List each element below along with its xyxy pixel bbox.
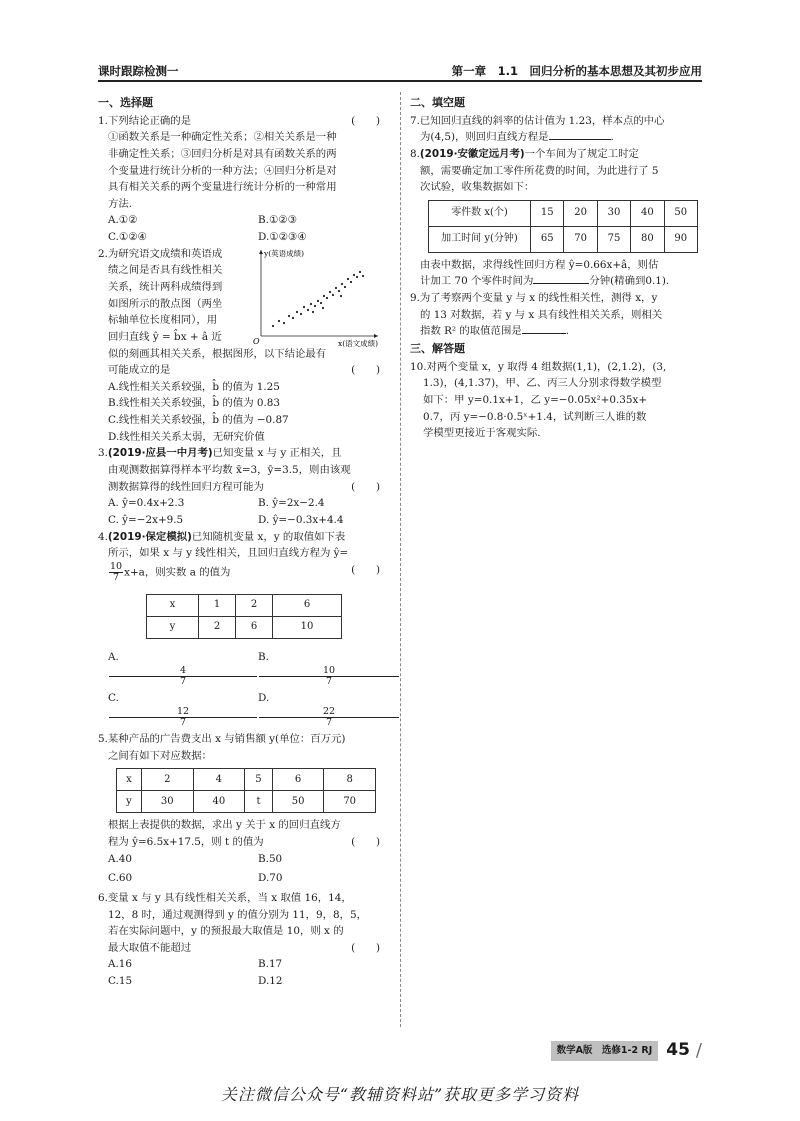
table-cell: x bbox=[117, 769, 142, 791]
answer-blank bbox=[549, 129, 611, 140]
table-cell: 65 bbox=[531, 226, 564, 252]
q3-option-c: C. ŷ=−2x+9.5 bbox=[108, 513, 184, 526]
scatter-point bbox=[288, 315, 290, 317]
scatter-point bbox=[347, 278, 349, 280]
q8-num: 8. bbox=[410, 147, 420, 160]
question-6 bbox=[98, 890, 390, 990]
scatter-point bbox=[350, 281, 352, 283]
scatter-point bbox=[317, 300, 319, 302]
q1-line: 方法. bbox=[108, 197, 133, 210]
question-9: 9.为了考察两个变量 y 与 x 的线性相关性，测得 x，y 的 13 对数据，若 y 与 x 具有线性相关关系，则相关 指数 R² 的取值范围是 . bbox=[410, 290, 702, 340]
answer-paren: ( ) bbox=[351, 364, 380, 377]
table-cell: 加工时间 y(分钟) bbox=[429, 226, 531, 252]
answer-paren: ( ) bbox=[351, 941, 380, 954]
table-row bbox=[117, 769, 376, 791]
table-cell: 5 bbox=[245, 769, 273, 791]
bottom-note: 关注微信公众号“教辅资料站”获取更多学习资料 bbox=[220, 1085, 580, 1104]
table-cell: 50 bbox=[272, 791, 324, 813]
answer-blank bbox=[522, 323, 566, 334]
scatter-plot-svg bbox=[253, 246, 383, 348]
q8-line: 额，需要确定加工零件所花费的时间，为此进行了 5 bbox=[420, 164, 659, 177]
plot-ylabel: y(英语成绩) bbox=[264, 248, 305, 258]
q2-line: 关系，统计两科成绩得到 bbox=[108, 281, 223, 293]
table-row bbox=[147, 616, 342, 638]
q4-option-b: B. 10 7 bbox=[258, 649, 400, 687]
q4-line: 所示，如果 x 与 y 线性相关，且回归直线方程为 ŷ= bbox=[108, 547, 349, 560]
page-header bbox=[98, 60, 702, 82]
question-8: 8.(2019·安徽定远月考)一个车间为了规定工时定 额，需要确定加工零件所花费的时间，为此进行了 5 次试验，收集数据如下： 零件数 x(个) 15 20 30 40 50 加工时间 y(分钟) 65 70 75 80 90 由表中数据，求得线性回归方程 ŷ=0.66x+â，则估 计加工 70 个零件时间为 分钟(精确到0.1). bbox=[410, 146, 702, 290]
q8-line: 一个车间为了规定工时定 bbox=[524, 147, 639, 160]
q2-line: 似的刻画其相关关系，根据图形，以下结论最有 bbox=[108, 347, 327, 360]
scatter-point bbox=[322, 307, 324, 309]
table-cell: 10 bbox=[273, 616, 342, 638]
table-cell: 2 bbox=[236, 594, 273, 616]
table-row bbox=[147, 594, 342, 616]
q9-line: 的 13 对数据，若 y 与 x 具有线性相关关系，则相关 bbox=[420, 308, 663, 321]
q4-num: 4. bbox=[98, 530, 108, 543]
table-cell: 75 bbox=[597, 226, 630, 252]
q3-num: 3. bbox=[98, 447, 108, 460]
q5-line: 5.某种产品的广告费支出 x 与销售额 y(单位：百万元) bbox=[98, 733, 346, 746]
column-divider bbox=[400, 92, 401, 1027]
scatter-point bbox=[332, 294, 334, 296]
table-cell: y bbox=[147, 616, 199, 638]
table-cell: 零件数 x(个) bbox=[429, 200, 531, 226]
q2-option-a: A.线性相关关系较强，b̂ 的值为 1.25 bbox=[108, 380, 280, 393]
q3-option-d: D. ŷ=−0.3x+4.4 bbox=[258, 513, 344, 526]
q2-line: 绩之间是否具有线性相关 bbox=[108, 264, 223, 277]
question-4 bbox=[98, 529, 390, 728]
table-cell: 70 bbox=[564, 226, 597, 252]
section-answer-title: 三、解答题 bbox=[410, 342, 465, 355]
scatter-point bbox=[353, 274, 355, 276]
plot-origin: O bbox=[253, 336, 260, 346]
table-row bbox=[429, 226, 698, 252]
q10-line: 0.7，丙 y=−0.8·0.5ˣ+1.4，试判断三人谁的数 bbox=[423, 410, 647, 423]
q1-option-c: C.①②④ bbox=[108, 231, 147, 244]
q2-option-c: C.线性相关关系较强，b̂ 的值为 −0.87 bbox=[108, 414, 289, 427]
q6-line: 最大取值不能超过 bbox=[108, 941, 192, 954]
q2-option-b: B.线性相关关系较强，b̂ 的值为 0.83 bbox=[108, 397, 281, 410]
q4-option-a: A. 4 7 bbox=[108, 649, 258, 687]
q3-option-b: B. ŷ=2x−2.4 bbox=[258, 497, 325, 510]
q5-line: 根据上表提供的数据，求出 y 关于 x 的回归直线方 bbox=[108, 819, 341, 832]
scatter-point bbox=[292, 317, 294, 319]
answer-paren: ( ) bbox=[351, 563, 380, 576]
q3-line: 已知变量 x 与 y 正相关，且 bbox=[212, 447, 342, 460]
scatter-point bbox=[329, 291, 331, 293]
q4-option-c: C. 12 7 bbox=[108, 690, 258, 728]
scatter-point bbox=[323, 295, 325, 297]
table-cell: 6 bbox=[273, 594, 342, 616]
table-cell: 30 bbox=[141, 791, 193, 813]
scatter-point bbox=[341, 283, 343, 285]
question-10 bbox=[410, 359, 702, 442]
scatter-plot bbox=[253, 246, 383, 354]
footer-slash: / bbox=[695, 1039, 702, 1061]
question-5 bbox=[98, 731, 390, 887]
q7-line: 为(4,5)，则回归直线方程是 bbox=[420, 131, 549, 144]
answer-paren: ( ) bbox=[351, 114, 380, 127]
table-cell: 2 bbox=[199, 616, 236, 638]
y-arrow bbox=[259, 250, 263, 254]
q6-line: 若在实际问题中，y 的预报最大取值是 10，则 x 的 bbox=[108, 925, 344, 938]
q8-line: 由表中数据，求得线性回归方程 ŷ=0.66x+â，则估 bbox=[420, 258, 659, 271]
question-3 bbox=[98, 445, 390, 528]
q10-line: 1.3)，(4,1.37)，甲、乙、丙三人分别求得数学模型 bbox=[423, 377, 662, 390]
table-row bbox=[429, 200, 698, 226]
plot-xlabel: x(语文成绩) bbox=[338, 338, 379, 348]
table-cell: 80 bbox=[631, 226, 664, 252]
q1-option-b: B.①②③ bbox=[258, 214, 297, 227]
q4-table bbox=[146, 594, 342, 639]
section-fill-title: 二、填空题 bbox=[410, 96, 465, 109]
scatter-point bbox=[307, 309, 309, 311]
scatter-point bbox=[296, 311, 298, 313]
page-number: 45 bbox=[666, 1040, 690, 1061]
table-cell: 90 bbox=[664, 226, 697, 252]
q4-tag: (2019·保定模拟) bbox=[107, 530, 192, 543]
scatter-point bbox=[362, 275, 364, 277]
q3-line: 测数据算得的线性回归方程可能为 bbox=[108, 480, 264, 493]
table-cell: t bbox=[245, 791, 273, 813]
question-2 bbox=[98, 246, 390, 446]
page-footer bbox=[551, 1040, 702, 1062]
q2-line: 如图所示的散点图（两坐 bbox=[108, 297, 223, 310]
table-cell: 50 bbox=[664, 200, 697, 226]
edition-badge: 数学A版 选修1-2 RJ bbox=[551, 1041, 659, 1060]
scatter-point bbox=[335, 287, 337, 289]
table-cell: 8 bbox=[324, 769, 376, 791]
scatter-point bbox=[283, 322, 285, 324]
question-7: 7.已知回归直线的斜率的估计值为 1.23，样本点的中心 为(4,5)，则回归直线方程是 . bbox=[410, 113, 702, 146]
scatter-point bbox=[326, 297, 328, 299]
answer-paren: ( ) bbox=[351, 835, 380, 848]
table-cell: 20 bbox=[564, 200, 597, 226]
q6-option-d: D.12 bbox=[258, 975, 283, 988]
scatter-point bbox=[303, 306, 305, 308]
q1-line: ①函数关系是一种确定性关系；②相关关系是一种 bbox=[108, 131, 337, 144]
q2-line: 可能成立的是 bbox=[108, 364, 171, 377]
scatter-point bbox=[278, 320, 280, 322]
q5-option-c: C.60 bbox=[108, 872, 133, 885]
q8-table bbox=[428, 200, 698, 253]
scatter-point bbox=[356, 276, 358, 278]
scatter-point bbox=[320, 302, 322, 304]
q5-option-a: A.40 bbox=[108, 852, 133, 865]
q1-line: 个变量进行统计分析的一种方法；④回归分析是对 bbox=[108, 164, 337, 177]
scatter-point bbox=[338, 290, 340, 292]
q2-line: 回归直线 ŷ = b̂x + â 近 bbox=[108, 330, 222, 343]
section-choice-title: 一、选择题 bbox=[98, 96, 153, 109]
x-arrow bbox=[374, 334, 378, 338]
q10-line: 如下：甲 y=0.1x+1，乙 y=−0.05x²+0.35x+ bbox=[423, 393, 648, 406]
table-cell: 70 bbox=[324, 791, 376, 813]
scatter-point bbox=[300, 313, 302, 315]
scatter-point bbox=[312, 311, 314, 313]
q8-line: 次试验，收集数据如下： bbox=[420, 181, 535, 194]
q4-tail: x+a，则实数 a 的值为 bbox=[124, 566, 231, 579]
q3-line: 由观测数据算得样本平均数 x̄=3，ȳ=3.5，则由该观 bbox=[108, 464, 351, 477]
header-right: 第一章 1.1 回归分析的基本思想及其初步应用 bbox=[451, 64, 702, 78]
answer-blank bbox=[533, 273, 589, 284]
q5-option-b: B.50 bbox=[258, 852, 283, 865]
q1-option-d: D.①②③④ bbox=[258, 231, 307, 244]
question-1 bbox=[98, 113, 390, 246]
q2-line: 标轴单位长度相同），用 bbox=[108, 314, 218, 327]
q1-line: 非确定性关系；③回归分析是对具有函数关系的两 bbox=[108, 147, 337, 160]
q6-option-b: B.17 bbox=[258, 958, 283, 971]
q4-fraction: $\frac{10}{7}$ bbox=[110, 560, 123, 583]
q2-option-d: D.线性相关关系太弱，无研究价值 bbox=[108, 430, 265, 443]
table-cell: 40 bbox=[193, 791, 245, 813]
scatter-point bbox=[344, 286, 346, 288]
table-cell: 1 bbox=[199, 594, 236, 616]
q3-option-a: A. ŷ=0.4x+2.3 bbox=[108, 497, 185, 510]
q8-line: 计加工 70 个零件时间为 bbox=[420, 275, 534, 288]
q7-line: 7.已知回归直线的斜率的估计值为 1.23，样本点的中心 bbox=[410, 114, 665, 127]
q9-line: 9.为了考察两个变量 y 与 x 的线性相关性，测得 x，y bbox=[410, 292, 658, 305]
q8-tag: (2019·安徽定远月考) bbox=[419, 147, 525, 160]
scatter-point bbox=[310, 303, 312, 305]
table-cell: 30 bbox=[597, 200, 630, 226]
header-left: 课时跟踪检测一 bbox=[98, 64, 179, 78]
q3-tag: (2019·应县一中月考) bbox=[107, 447, 213, 460]
table-cell: 40 bbox=[631, 200, 664, 226]
q2-line: 2.为研究语文成绩和英语成 bbox=[98, 247, 223, 260]
q4-option-d: D. 22 7 bbox=[258, 690, 400, 728]
table-cell: 2 bbox=[141, 769, 193, 791]
q4-line: 已知随机变量 x，y 的取值如下表 bbox=[191, 530, 346, 543]
q10-line: 学模型更接近于客观实际. bbox=[423, 427, 541, 440]
answer-paren: ( ) bbox=[351, 480, 380, 493]
q1-option-a: A.①② bbox=[108, 214, 138, 227]
q6-option-a: A.16 bbox=[108, 958, 133, 971]
q1-line: 具有相关关系的两个变量进行统计分析的一种常用 bbox=[108, 181, 337, 194]
table-cell: y bbox=[117, 791, 142, 813]
scatter-point bbox=[359, 271, 361, 273]
q6-line: 12，8 时，通过观测得到 y 的值分别为 11，9，8，5， bbox=[108, 908, 367, 921]
q10-line: 10.对两个变量 x，y 取得 4 组数据(1,1)，(2,1.2)，(3, bbox=[410, 360, 667, 373]
left-column bbox=[98, 94, 390, 990]
q5-line: 程为 ŷ=6.5x+17.5，则 t 的值为 bbox=[108, 835, 264, 848]
scatter-point bbox=[272, 325, 274, 327]
q6-option-c: C.15 bbox=[108, 975, 133, 988]
table-cell: x bbox=[147, 594, 199, 616]
q9-line: 指数 R² 的取值范围是 bbox=[420, 325, 522, 338]
right-column bbox=[410, 94, 702, 442]
q5-line: 之间有如下对应数据： bbox=[108, 749, 212, 762]
table-cell: 4 bbox=[193, 769, 245, 791]
q5-table bbox=[116, 768, 376, 813]
table-cell: 6 bbox=[272, 769, 324, 791]
table-cell: 6 bbox=[236, 616, 273, 638]
scatter-point bbox=[340, 295, 342, 297]
table-cell: 15 bbox=[531, 200, 564, 226]
q5-option-d: D.70 bbox=[258, 872, 283, 885]
table-row bbox=[117, 791, 376, 813]
q1-line: 1.下列结论正确的是 bbox=[98, 114, 192, 127]
scatter-point bbox=[314, 305, 316, 307]
q6-line: 6.变量 x 与 y 具有线性相关关系，当 x 取值 16，14， bbox=[98, 891, 352, 904]
